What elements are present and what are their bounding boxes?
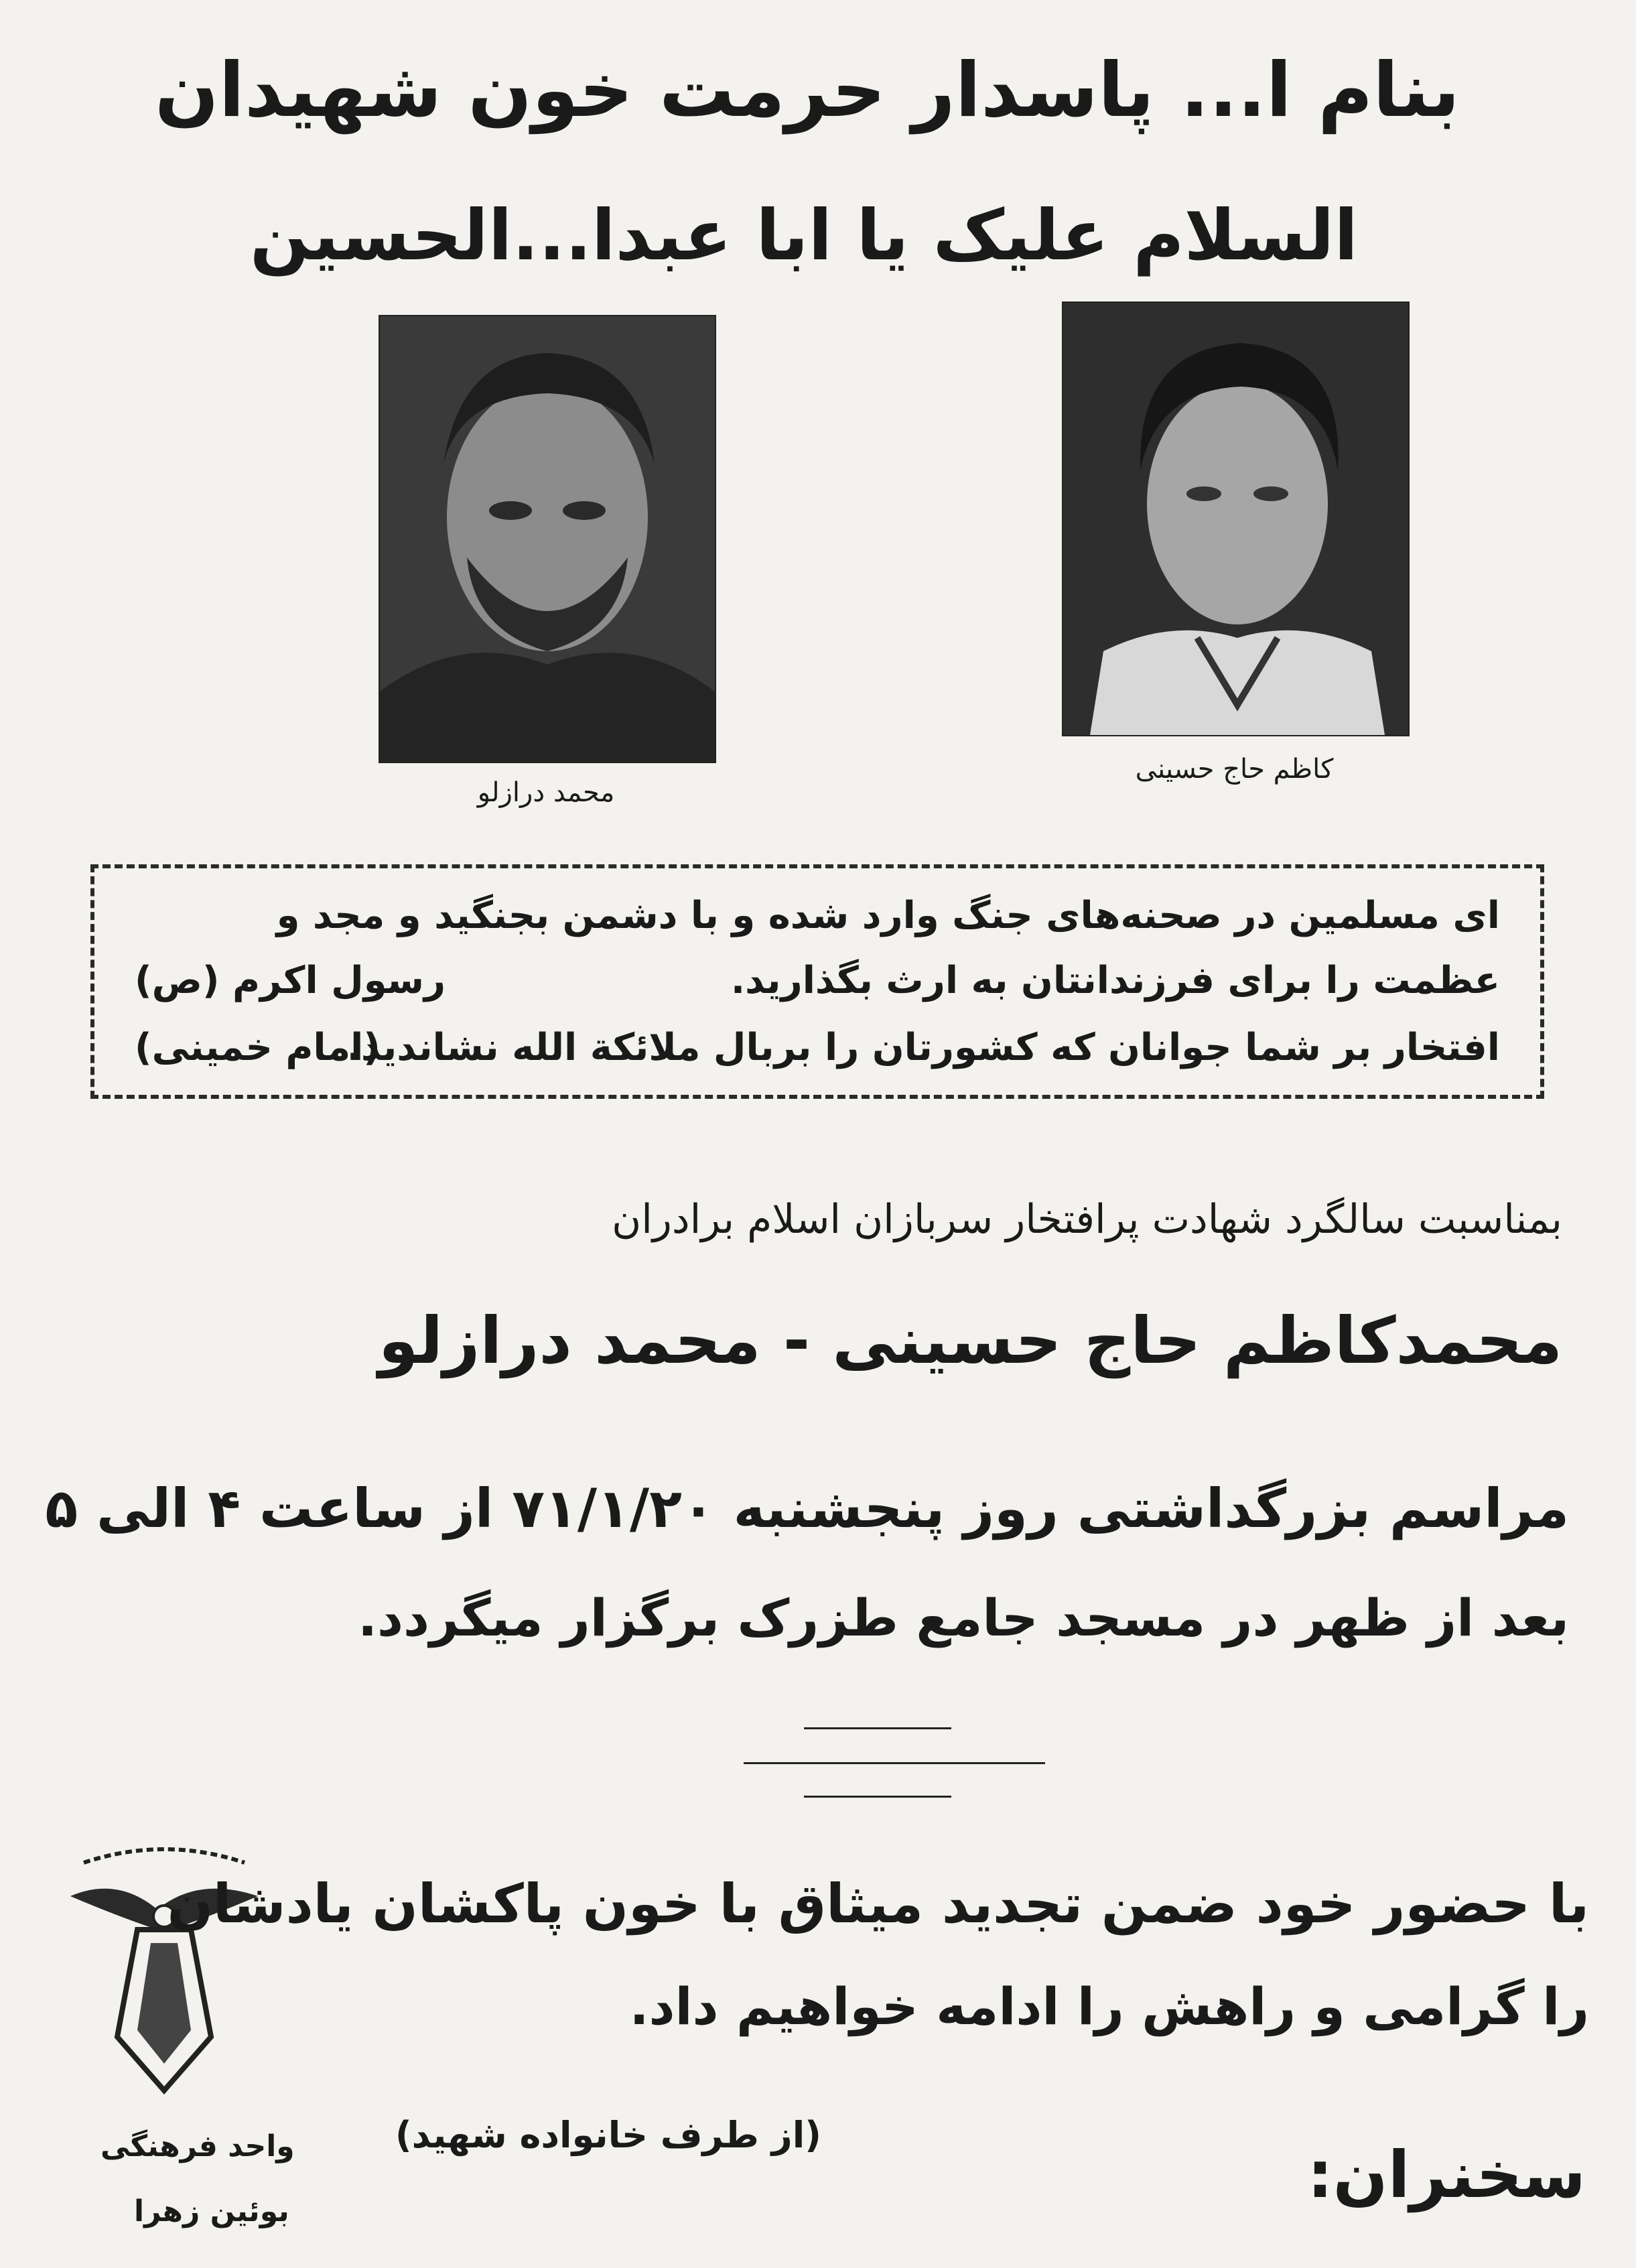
pledge-line-2: را گرامی و راهش را ادامه خواهیم داد. [629, 1977, 1589, 2036]
pledge-line-1: با حضور خود ضمن تجدید میثاق با خون پاکشان یادشان [167, 1873, 1589, 1935]
ceremony-line-1: مراسم بزرگداشتی روز پنجشنبه ۷۱/۱/۲۰ از ساعت ۴ الی ۵ [45, 1477, 1569, 1540]
caption-left: محمد درازلو [477, 777, 615, 808]
quote-box [90, 864, 1544, 1099]
unit-name: واحد فرهنگی [100, 2129, 295, 2163]
occasion-text: بمناسبت سالگرد شهادت پرافتخار سربازان اسلام برادران [612, 1196, 1562, 1243]
unit-location: بوئین زهرا [134, 2194, 289, 2228]
martyr-names: محمدکاظم حاج حسینی - محمد درازلو [378, 1303, 1562, 1378]
header-title: بنام ا... پاسدار حرمت خون شهیدان [154, 47, 1460, 134]
quote-line-1: ای مسلمین در صحنه‌های جنگ وارد شده و با دشمن بجنگید و مجد و [276, 894, 1500, 937]
speakers-label: سخنران: [1307, 2137, 1586, 2212]
caption-right: کاظم حاج حسینی [1135, 754, 1334, 785]
quote-attribution-prophet: رسول اکرم (ص) [135, 959, 446, 1002]
divider-bottom [804, 1796, 951, 1798]
quote-line-2: عظمت را برای فرزندانتان به ارث بگذارید. [730, 959, 1500, 1002]
portrait-photo-left [379, 315, 716, 763]
header-salutation: السلام علیک یا ابا عبدا...الحسین [249, 194, 1359, 276]
divider-middle [744, 1762, 1045, 1764]
portrait-photo-right [1062, 302, 1410, 736]
family-note: (از طرف خانواده شهید) [395, 2114, 821, 2156]
quote-line-3: افتخار بر شما جوانان که کشورتان را بربال ملائکة الله نشاندید. [346, 1026, 1500, 1069]
ceremony-line-2: بعد از ظهر در مسجد جامع طزرک برگزار میگردد. [358, 1588, 1569, 1648]
divider-top [804, 1727, 951, 1729]
quote-attribution-imam: (امام خمینی) [135, 1026, 381, 1069]
